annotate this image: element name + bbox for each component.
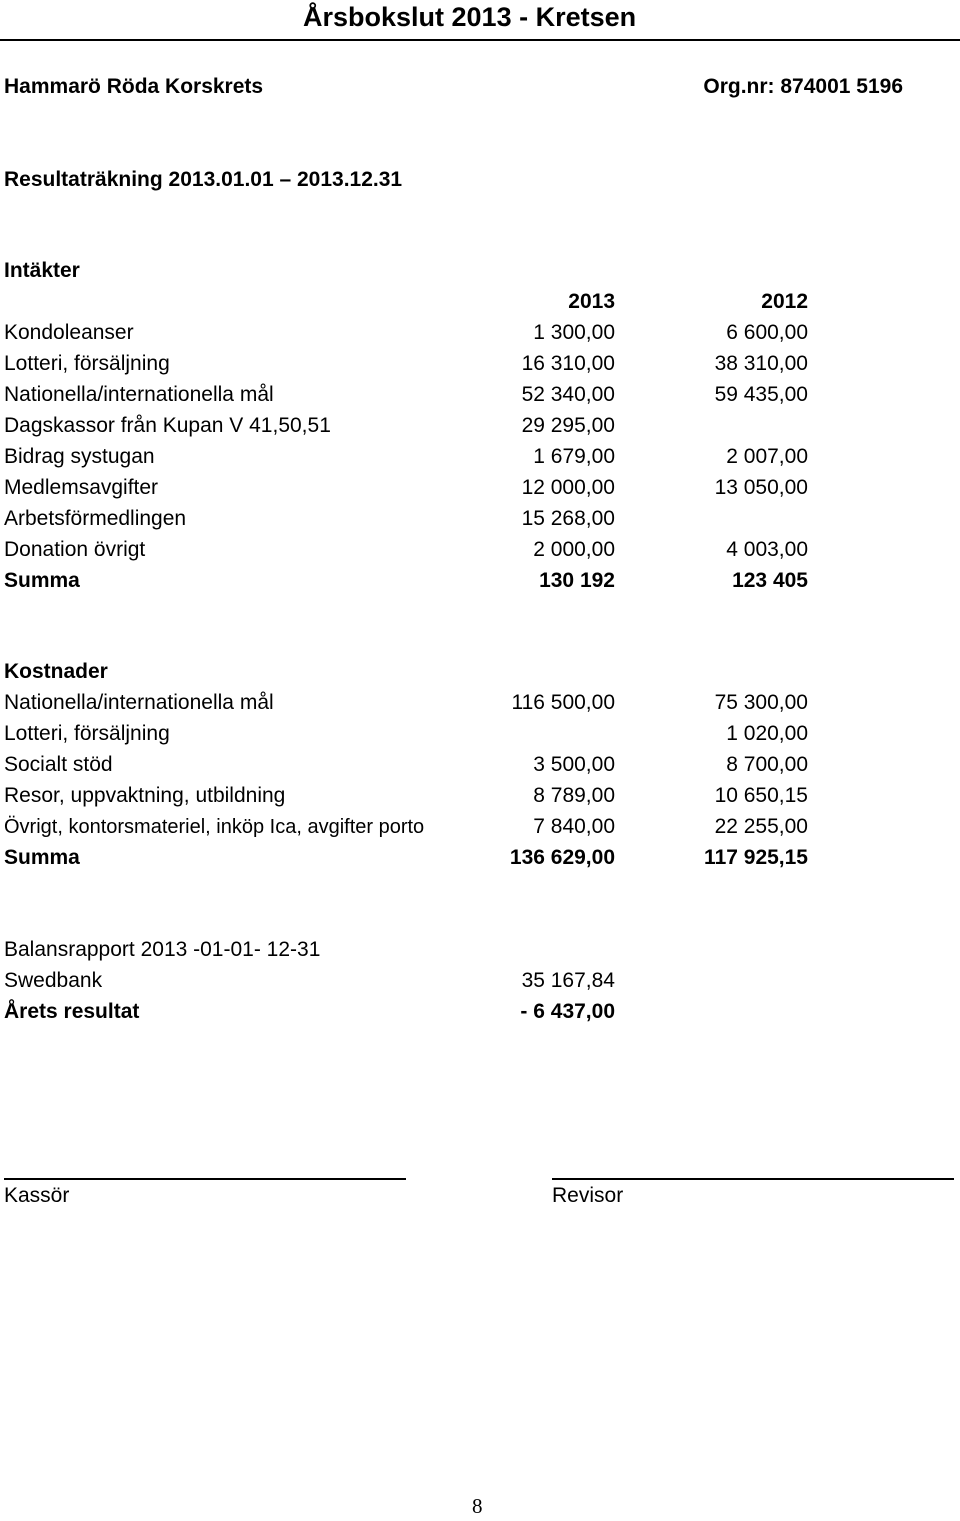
value-2013: 52 340,00 <box>521 383 615 406</box>
year-header-row <box>0 287 960 317</box>
result-value: - 6 437,00 <box>520 1000 615 1023</box>
signature-line-right <box>552 1178 954 1180</box>
row-label: Nationella/internationella mål <box>4 691 274 714</box>
cost-row <box>0 781 960 811</box>
row-label: Dagskassor från Kupan V 41,50,51 <box>4 414 331 437</box>
swedbank-row <box>0 966 960 996</box>
value-2012: 75 300,00 <box>714 691 808 714</box>
cost-row <box>0 719 960 749</box>
row-label: Resor, uppvaktning, utbildning <box>4 784 286 807</box>
income-row <box>0 442 960 472</box>
title-divider <box>0 39 960 41</box>
value-2012: 13 050,00 <box>714 476 808 499</box>
value-2012: 22 255,00 <box>714 815 808 838</box>
value-2012: 2 007,00 <box>726 445 808 468</box>
total-2012: 117 925,15 <box>704 846 808 869</box>
value-2013: 15 268,00 <box>521 507 615 530</box>
row-label: Medlemsavgifter <box>4 476 159 499</box>
value-2012: 6 600,00 <box>726 321 808 344</box>
value-2012: 1 020,00 <box>726 722 808 745</box>
value-2012: 8 700,00 <box>726 753 808 776</box>
signature-label-cashier: Kassör <box>4 1184 70 1207</box>
signature-line-left <box>4 1178 406 1180</box>
row-label: Lotteri, försäljning <box>4 722 170 745</box>
org-number: Org.nr: 874001 5196 <box>703 75 903 98</box>
signature-label-auditor: Revisor <box>552 1184 624 1207</box>
value-2013: 3 500,00 <box>533 753 615 776</box>
income-row <box>0 535 960 565</box>
cost-row <box>0 750 960 780</box>
total-2013: 136 629,00 <box>509 846 615 869</box>
swedbank-label: Swedbank <box>4 969 103 992</box>
row-label: Arbetsförmedlingen <box>4 507 187 530</box>
value-2013: 12 000,00 <box>521 476 615 499</box>
income-row <box>0 504 960 534</box>
swedbank-value: 35 167,84 <box>521 969 615 992</box>
total-label: Summa <box>4 846 80 869</box>
value-2012: 4 003,00 <box>726 538 808 561</box>
page-number: 8 <box>472 1494 483 1518</box>
value-2013: 8 789,00 <box>533 784 615 807</box>
income-row <box>0 380 960 410</box>
value-2012: 10 650,15 <box>714 784 808 807</box>
total-2013: 130 192 <box>539 569 615 592</box>
income-row <box>0 318 960 348</box>
total-label: Summa <box>4 569 80 592</box>
balance-heading: Balansrapport 2013 -01-01- 12-31 <box>4 938 321 961</box>
value-2013: 116 500,00 <box>511 691 615 714</box>
value-2013: 29 295,00 <box>521 414 615 437</box>
value-2012: 59 435,00 <box>714 383 808 406</box>
row-label: Lotteri, försäljning <box>4 352 170 375</box>
value-2013: 7 840,00 <box>533 815 615 838</box>
costs-heading: Kostnader <box>4 660 108 683</box>
income-row <box>0 411 960 441</box>
value-2012: 38 310,00 <box>714 352 808 375</box>
report-title: Resultaträkning 2013.01.01 – 2013.12.31 <box>4 168 403 191</box>
col-2012-header: 2012 <box>761 290 808 313</box>
income-row <box>0 349 960 379</box>
income-heading: Intäkter <box>4 259 80 282</box>
result-label: Årets resultat <box>4 1000 140 1023</box>
col-2013-header: 2013 <box>568 290 615 313</box>
cost-row <box>0 812 960 842</box>
row-label: Kondoleanser <box>4 321 134 344</box>
value-2013: 1 679,00 <box>533 445 615 468</box>
row-label: Nationella/internationella mål <box>4 383 274 406</box>
income-total-row <box>0 566 960 596</box>
page-title: Årsbokslut 2013 - Kretsen <box>303 2 637 32</box>
row-label: Bidrag systugan <box>4 445 155 468</box>
income-row <box>0 473 960 503</box>
result-row <box>0 997 960 1027</box>
value-2013: 16 310,00 <box>521 352 615 375</box>
row-label: Övrigt, kontorsmateriel, inköp Ica, avgifter porto <box>4 816 425 838</box>
balance-heading-row <box>0 935 960 965</box>
organization-name: Hammarö Röda Korskrets <box>4 75 264 98</box>
value-2013: 1 300,00 <box>533 321 615 344</box>
total-2012: 123 405 <box>732 569 808 592</box>
row-label: Donation övrigt <box>4 538 146 561</box>
value-2013: 2 000,00 <box>533 538 615 561</box>
row-label: Socialt stöd <box>4 753 113 776</box>
cost-row <box>0 688 960 718</box>
costs-total-row <box>0 843 960 873</box>
